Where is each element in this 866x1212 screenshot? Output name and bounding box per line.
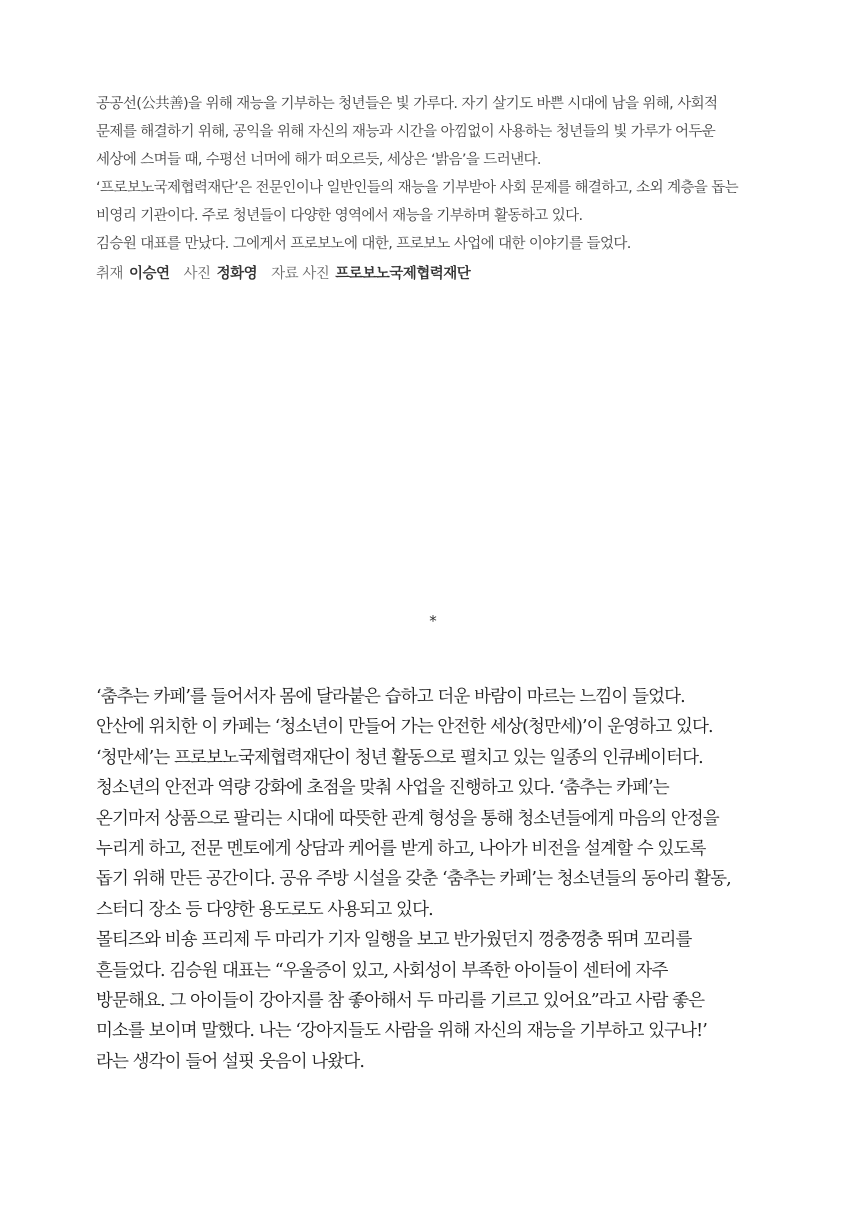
interview-name: 이승연 xyxy=(129,266,170,282)
body-line: 안산에 위치한 이 카페는 ‘청소년이 만들어 가는 안전한 세상(청만세)’이 운영하고 있다. xyxy=(96,717,713,738)
body-line: ‘춤추는 카페’를 들어서자 몸에 달라붙은 습하고 더운 바람이 마르는 느낌이 들었다. xyxy=(96,687,685,707)
article-body xyxy=(96,682,816,1077)
body-line: 라는 생각이 들어 설핏 웃음이 나왔다. xyxy=(96,1051,365,1072)
intro-line: 문제를 해결하기 위해, 공익을 위해 자신의 재능과 시간을 아낌없이 사용하는 청년들의 빛 가루가 어두운 xyxy=(96,124,716,140)
body-line: 누리게 하고, 전문 멘토에게 상담과 케어를 받게 하고, 나아가 비전을 설계할 수 있도록 xyxy=(96,838,706,859)
archive-photo-name: 프로보노국제협력재단 xyxy=(335,266,471,282)
credits xyxy=(96,260,816,288)
intro-line: 비영리 기관이다. 주로 청년들이 다양한 영역에서 재능을 기부하며 활동하고 있다. xyxy=(96,208,583,224)
intro-line: ‘프로보노국제협력재단’은 전문인이나 일반인들의 재능을 기부받아 사회 문제를 해결하고, 소외 계층을 돕는 xyxy=(96,180,739,196)
intro-line: 세상에 스며들 때, 수평선 너머에 해가 떠오르듯, 세상은 ‘밝음’을 드러낸다. xyxy=(96,152,541,168)
intro-section xyxy=(96,90,816,288)
body-line: 방문해요. 그 아이들이 강아지를 참 좋아해서 두 마리를 기르고 있어요”라고 사람 좋은 xyxy=(96,990,705,1011)
body-line: 스터디 장소 등 다양한 용도로도 사용되고 있다. xyxy=(96,899,433,920)
intro-line: 공공선(公共善)을 위해 재능을 기부하는 청년들은 빛 가루다. 자기 살기도 바쁜 시대에 남을 위해, 사회적 xyxy=(96,96,718,112)
archive-photo-label: 자료 사진 xyxy=(271,266,330,282)
body-line: 미소를 보이며 말했다. 나는 ‘강아지들도 사람을 위해 자신의 재능을 기부하고 있구나!’ xyxy=(96,1021,707,1042)
photo-name: 정화영 xyxy=(216,266,258,282)
body-line: 청소년의 안전과 역량 강화에 초점을 맞춰 사업을 진행하고 있다. ‘춤추는 카페’는 xyxy=(96,778,669,799)
body-line: 흔들었다. 김승원 대표는 “우울증이 있고, 사회성이 부족한 아이들이 센터에 자주 xyxy=(96,960,668,981)
interview-label: 취재 xyxy=(96,266,124,282)
body-line: 온기마저 상품으로 팔리는 시대에 따뜻한 관계 형성을 통해 청소년들에게 마음의 안정을 xyxy=(96,808,719,829)
body-line: ‘청만세’는 프로보노국제협력재단이 청년 활동으로 펼치고 있는 일종의 인큐베이터다. xyxy=(96,747,703,768)
photo-label: 사진 xyxy=(183,266,211,282)
intro-line: 김승원 대표를 만났다. 그에게서 프로보노에 대한, 프로보노 사업에 대한 이야기를 들었다. xyxy=(96,236,631,252)
section-divider: * xyxy=(429,612,437,630)
body-line: 몰티즈와 비숑 프리제 두 마리가 기자 일행을 보고 반가웠던지 껑충껑충 뛰며 꼬리를 xyxy=(96,930,692,951)
body-line: 돕기 위해 만든 공간이다. 공유 주방 시설을 갖춘 ‘춤추는 카페’는 청소년들의 동아리 활동, xyxy=(96,869,731,890)
